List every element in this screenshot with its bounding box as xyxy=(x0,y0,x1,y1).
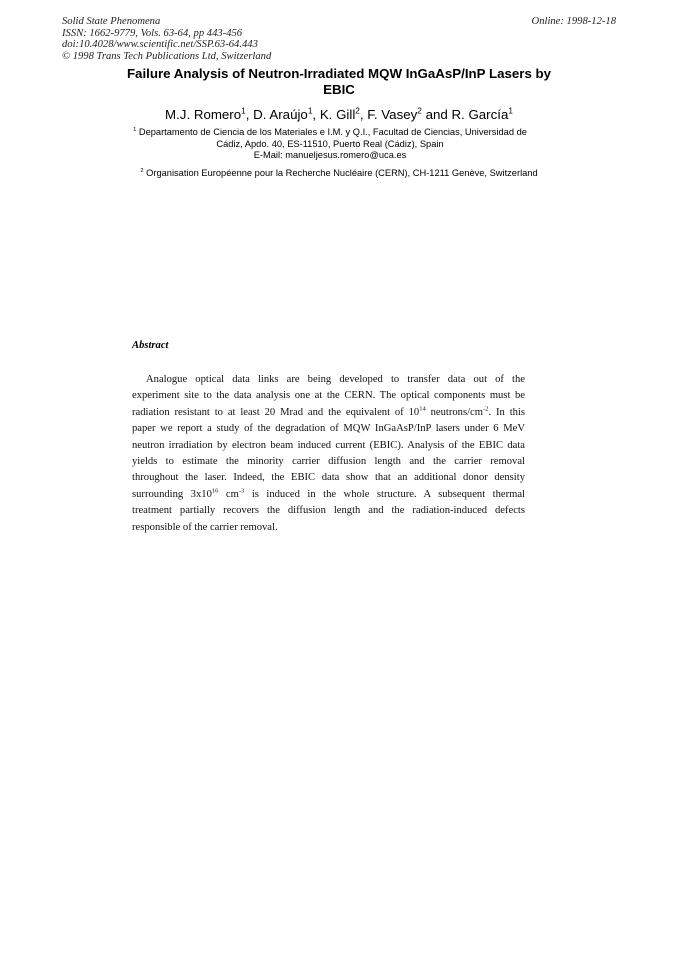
author-affiliation-mark: 2 xyxy=(355,106,360,116)
abstract-line: treatment partially recovers the diffusion length and the radiation-induced defects xyxy=(132,505,525,517)
author-affiliation-mark: 1 xyxy=(307,106,313,116)
abstract-line: yields to estimate the minority carrier diffusion length and the carrier removal xyxy=(132,456,525,468)
abstract-line: experiment site to the data analysis one at the CERN. The optical components must be xyxy=(132,390,525,402)
affiliation-2-line-1: Organisation Européenne pour la Recherche Nucléaire (CERN), CH-1211 Genève, Switzerland xyxy=(146,168,538,178)
title-line-1: Failure Analysis of Neutron-Irradiated MQW InGaAsP/InP Lasers by xyxy=(126,66,552,81)
author-name: K. Gill xyxy=(319,107,356,122)
affiliation-1-line-2: Cádiz, Apdo. 40, ES-11510, Puerto Real (Cádiz), Spain xyxy=(216,138,444,149)
author-separator: , xyxy=(312,107,320,122)
exponent: -3 xyxy=(238,487,245,495)
abstract-text: neutrons/cm xyxy=(425,406,483,418)
affiliation-1-email: E-Mail: manueljesus.romero@uca.es xyxy=(253,150,407,160)
abstract-text: radiation resistant to at least 20 Mrad and the equivalent of 10 xyxy=(132,406,420,418)
exponent: -2 xyxy=(483,405,489,413)
title-line-2: EBIC xyxy=(323,81,355,97)
author-name: R. García xyxy=(451,107,509,122)
abstract-line: throughout the laser. Indeed, the EBIC data show that an additional donor density xyxy=(132,472,525,484)
author-separator: , xyxy=(359,107,368,122)
affiliation-2 xyxy=(100,168,578,180)
doi-line: doi:10.4028/www.scientific.net/SSP.63-64.443 xyxy=(62,39,258,50)
abstract-line: paper we report a study of the degradation of MQW InGaAsP/InP lasers under 6 MeV xyxy=(132,423,525,435)
abstract-line xyxy=(132,405,525,421)
abstract-text: surrounding 3x10 xyxy=(132,488,212,500)
affiliation-mark: 1 xyxy=(133,126,137,133)
online-date: Online: 1998-12-18 xyxy=(531,16,616,27)
author-affiliation-mark: 1 xyxy=(241,106,246,116)
author-list xyxy=(0,107,678,123)
affiliation-1-line-1: Departamento de Ciencia de los Materiales e I.M. y Q.I., Facultad de Ciencias, Universidad de xyxy=(138,127,527,137)
author-name: F. Vasey xyxy=(367,107,418,122)
abstract-text: is induced in the whole structure. A subsequent thermal xyxy=(244,488,525,500)
issn-line: ISSN: 1662-9779, Vols. 63-64, pp 443-456 xyxy=(62,27,243,39)
affiliation-1 xyxy=(110,127,550,162)
author-name: M.J. Romero xyxy=(165,107,242,122)
abstract-line: responsible of the carrier removal. xyxy=(132,521,278,533)
exponent: 14 xyxy=(419,405,426,413)
author-separator: , xyxy=(245,107,254,122)
paper-title xyxy=(80,66,598,97)
author-separator: and xyxy=(421,107,452,122)
author-affiliation-mark: 2 xyxy=(417,106,422,116)
copyright-line: © 1998 Trans Tech Publications Ltd, Switzerland xyxy=(62,50,272,62)
journal-name: Solid State Phenomena xyxy=(62,16,161,27)
affiliation-mark: 2 xyxy=(140,167,144,174)
exponent: 16 xyxy=(211,487,219,495)
abstract-body xyxy=(132,372,525,536)
abstract-text: . In this xyxy=(488,406,525,418)
author-name: D. Araújo xyxy=(253,107,308,122)
abstract-line: neutron irradiation by electron beam induced current (EBIC). Analysis of the EBIC data xyxy=(132,439,525,451)
author-affiliation-mark: 1 xyxy=(508,106,513,116)
abstract-line xyxy=(132,487,525,503)
abstract-heading: Abstract xyxy=(132,340,169,351)
publication-header xyxy=(62,16,271,62)
abstract-text: cm xyxy=(218,488,239,500)
abstract-line: Analogue optical data links are being developed to transfer data out of the xyxy=(146,374,525,385)
